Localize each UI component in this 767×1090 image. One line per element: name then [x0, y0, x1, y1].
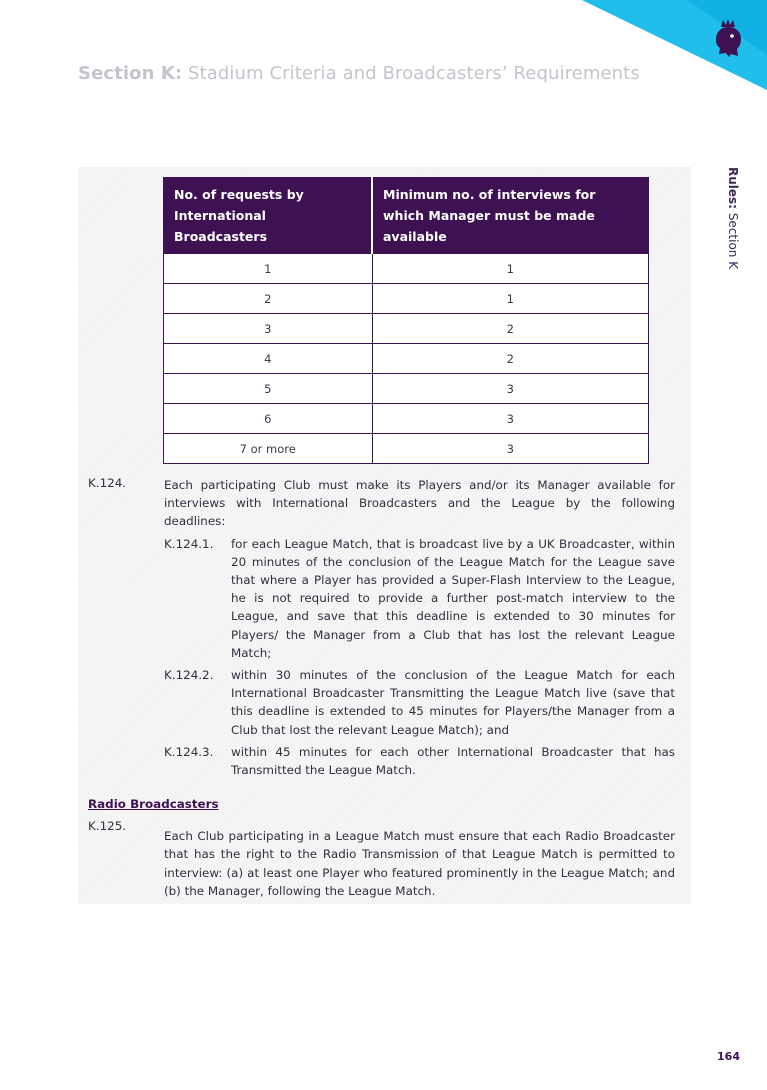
table-cell-requests: 5: [164, 374, 373, 404]
table-cell-interviews: 1: [372, 284, 649, 314]
table-header-row: [164, 178, 649, 254]
section-title: Stadium Criteria and Broadcasters’ Requirements: [188, 63, 640, 84]
table-cell-requests: 2: [164, 284, 373, 314]
table-row: [164, 404, 649, 434]
section-label: Section K:: [78, 63, 183, 84]
radio-broadcasters-heading: Radio Broadcasters: [88, 797, 219, 812]
rule-k125: [78, 817, 691, 904]
sub-rule-text: within 30 minutes of the conclusion of the League Match for each International Broadcaster Transmitting the League Match live (save that this deadline is extended to 45 minutes for Players/the Manager from a Club that lost the relevant League Match); and: [231, 668, 675, 737]
table-cell-requests: 7 or more: [164, 434, 373, 464]
sub-rule-number: K.124.2.: [164, 668, 214, 683]
table-row: [164, 254, 649, 284]
table-row: [164, 434, 649, 464]
page-number: 164: [717, 1050, 740, 1063]
sub-rule-text: within 45 minutes for each other International Broadcaster that has Transmitted the League Match.: [231, 744, 675, 778]
sub-rule-k124-3: [78, 743, 691, 779]
premier-league-lion-logo: [711, 18, 745, 58]
table-cell-interviews: 2: [372, 344, 649, 374]
section-header: [78, 63, 640, 84]
rules-content: [78, 167, 691, 904]
sub-rule-number: K.124.3.: [164, 744, 214, 759]
table-cell-requests: 1: [164, 254, 373, 284]
interview-table-wrapper: [78, 167, 691, 474]
table-cell-interviews: 1: [372, 254, 649, 284]
side-label-text: Section K: [726, 212, 740, 270]
table-row: [164, 284, 649, 314]
sub-rule-k124-1: [78, 535, 691, 662]
rule-text: Each participating Club must make its Players and/or its Manager available for interviews with International Broadcasters and the League by the following deadlines:: [164, 478, 675, 529]
column-header-interviews: Minimum no. of interviews for which Manager must be made available: [372, 178, 649, 254]
table-cell-interviews: 3: [372, 374, 649, 404]
interview-requirements-table: [163, 177, 649, 464]
table-cell-interviews: 2: [372, 314, 649, 344]
table-cell-requests: 4: [164, 344, 373, 374]
sub-rule-text: for each League Match, that is broadcast live by a UK Broadcaster, within 20 minutes of the conclusion of the League Match for the League save that where a Player has provided a Super-Flash Interview to the League, he is not required to provide a further post-match interview to the League, and save that this deadline is extended to 30 minutes for Players/ the Manager from a Club that has lost the relevant League Match;: [231, 536, 675, 660]
table-cell-interviews: 3: [372, 404, 649, 434]
sub-rule-k124-2: [78, 666, 691, 739]
rule-number: K.125.: [88, 819, 127, 834]
side-label-bold: Rules:: [726, 167, 740, 209]
table-cell-requests: 6: [164, 404, 373, 434]
table-row: [164, 314, 649, 344]
column-header-requests: No. of requests by International Broadcasters: [164, 178, 373, 254]
rule-k124: [78, 474, 691, 779]
rule-text: Each Club participating in a League Match must ensure that each Radio Broadcaster that has the right to the Radio Transmission of that League Match is permitted to interview: (a) at least one Player who featured prominently in the League Match; and (b) the Manager, following the League Match.: [164, 829, 675, 898]
table-cell-interviews: 3: [372, 434, 649, 464]
table-cell-requests: 3: [164, 314, 373, 344]
rule-number: K.124.: [88, 476, 127, 490]
sub-rule-number: K.124.1.: [164, 536, 214, 551]
side-label: [726, 167, 740, 269]
table-row: [164, 344, 649, 374]
table-row: [164, 374, 649, 404]
